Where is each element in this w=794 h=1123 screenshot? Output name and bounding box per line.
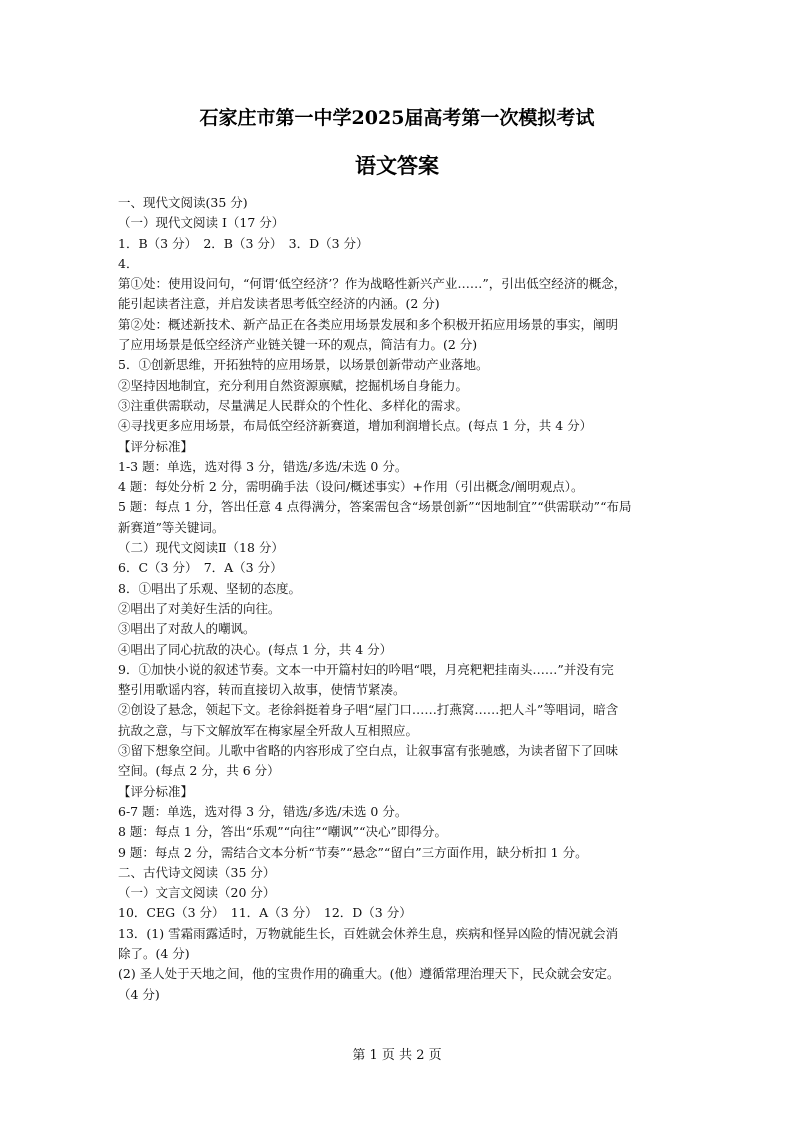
text-line: 4．	[118, 255, 139, 271]
text-line: （一）文言文阅读（20 分）	[118, 885, 276, 901]
text-line: 【评分标准】	[118, 783, 194, 799]
text-line: ③唱出了对敌人的嘲讽。	[118, 621, 256, 637]
text-line: （4 分)	[118, 986, 160, 1002]
text-line: （一）现代文阅读 I（17 分）	[118, 215, 285, 231]
text-line: 一、现代文阅读(35 分)	[118, 195, 248, 210]
text-line: 了应用场景是低空经济产业链关键一环的观点，简洁有力。(2 分)	[118, 337, 478, 353]
answer-content	[118, 193, 680, 1005]
text-line: ②创设了悬念，领起下文。老徐斜挺着身子唱“屋门口……打燕窝……把人斗”等唱词，暗含	[118, 702, 619, 718]
text-line: ③注重供需联动，尽量满足人民群众的个性化、多样化的需求。	[118, 397, 469, 413]
text-line: ③留下想象空间。儿歌中省略的内容形成了空白点，让叙事富有张驰感，为读者留下了回味	[118, 743, 619, 759]
text-line: 13．(1) 雪霜雨露适时，万物就能生长，百姓就会休养生息，疾病和怪异凶险的情况就会消	[118, 925, 619, 941]
text-line: 6．C（3 分） 7．A（3 分）	[118, 560, 283, 576]
text-line: 9 题：每点 2 分，需结合文本分析“节奏”“悬念”“留白”三方面作用，缺分析扣 1 分。	[118, 844, 588, 860]
text-line: 8．①唱出了乐观、坚韧的态度。	[118, 580, 301, 596]
text-line: 6-7 题：单选，选对得 3 分，错选/多选/未选 0 分。	[118, 803, 408, 819]
text-line: 8 题：每点 1 分，答出“乐观”“向往”“嘲讽”“决心”即得分。	[118, 824, 447, 840]
text-line: (2) 圣人处于天地之间，他的宝贵作用的确重大。(他）遵循常理治理天下，民众就会安定。	[118, 966, 620, 982]
text-line: 新赛道”等关键词。	[118, 519, 225, 535]
text-line: （二）现代文阅读Ⅱ（18 分）	[118, 540, 284, 556]
text-line: 4 题：每处分析 2 分，需明确手法（设问/概述事实）+作用（引出概念/阐明观点）。	[118, 479, 584, 495]
text-line: 第②处：概述新技术、新产品正在各类应用场景发展和多个积极开拓应用场景的事实，阐明	[118, 316, 619, 332]
page-subtitle: 语文答案	[355, 153, 439, 178]
text-line: 二、古代诗文阅读（35 分）	[118, 864, 276, 880]
text-line: 空间。(每点 2 分，共 6 分）	[118, 763, 280, 779]
text-line: 整引用歌谣内容，转而直接切入故事，使情节紧凑。	[118, 682, 406, 698]
text-line: 抗敌之意，与下文解放军在梅家屋全歼敌人互相照应。	[118, 722, 419, 738]
text-line: ④唱出了同心抗敌的决心。(每点 1 分，共 4 分）	[118, 641, 393, 657]
text-line: ④寻找更多应用场景，布局低空经济新赛道，增加利润增长点。(每点 1 分，共 4 分）	[118, 418, 593, 434]
text-line: 能引起读者注意，并启发读者思考低空经济的内涵。(2 分)	[118, 296, 440, 312]
text-line: ②唱出了对美好生活的向往。	[118, 600, 281, 616]
text-line: 【评分标准】	[118, 438, 194, 454]
text-line: 10．CEG（3 分） 11．A（3 分） 12．D（3 分）	[118, 905, 412, 921]
text-line: 5 题：每点 1 分，答出任意 4 点得满分，答案需包含“场景创新”“因地制宜”“供需联动”“布局	[118, 499, 632, 515]
text-line: 9．①加快小说的叙述节奏。文本一中开篇村妇的吟唱“喂，月亮粑粑挂南头……”并没有完	[118, 661, 614, 677]
text-line: ②坚持因地制宜，充分利用自然资源禀赋，挖掘机场自身能力。	[118, 377, 469, 393]
page-footer: 第 1 页 共 2 页	[352, 1048, 442, 1063]
text-line: 除了。(4 分)	[118, 945, 190, 961]
text-line: 5．①创新思维，开拓独特的应用场景，以场景创新带动产业落地。	[118, 357, 489, 373]
text-line: 1-3 题：单选，选对得 3 分，错选/多选/未选 0 分。	[118, 458, 408, 474]
page-title: 石家庄市第一中学2025届高考第一次模拟考试	[199, 107, 595, 129]
text-line: 1．B（3 分） 2．B（3 分） 3．D（3 分）	[118, 235, 369, 251]
text-line: 第①处：使用设问句，“何谓‘低空经济’？作为战略性新兴产业……”，引出低空经济的概念，	[118, 276, 627, 292]
